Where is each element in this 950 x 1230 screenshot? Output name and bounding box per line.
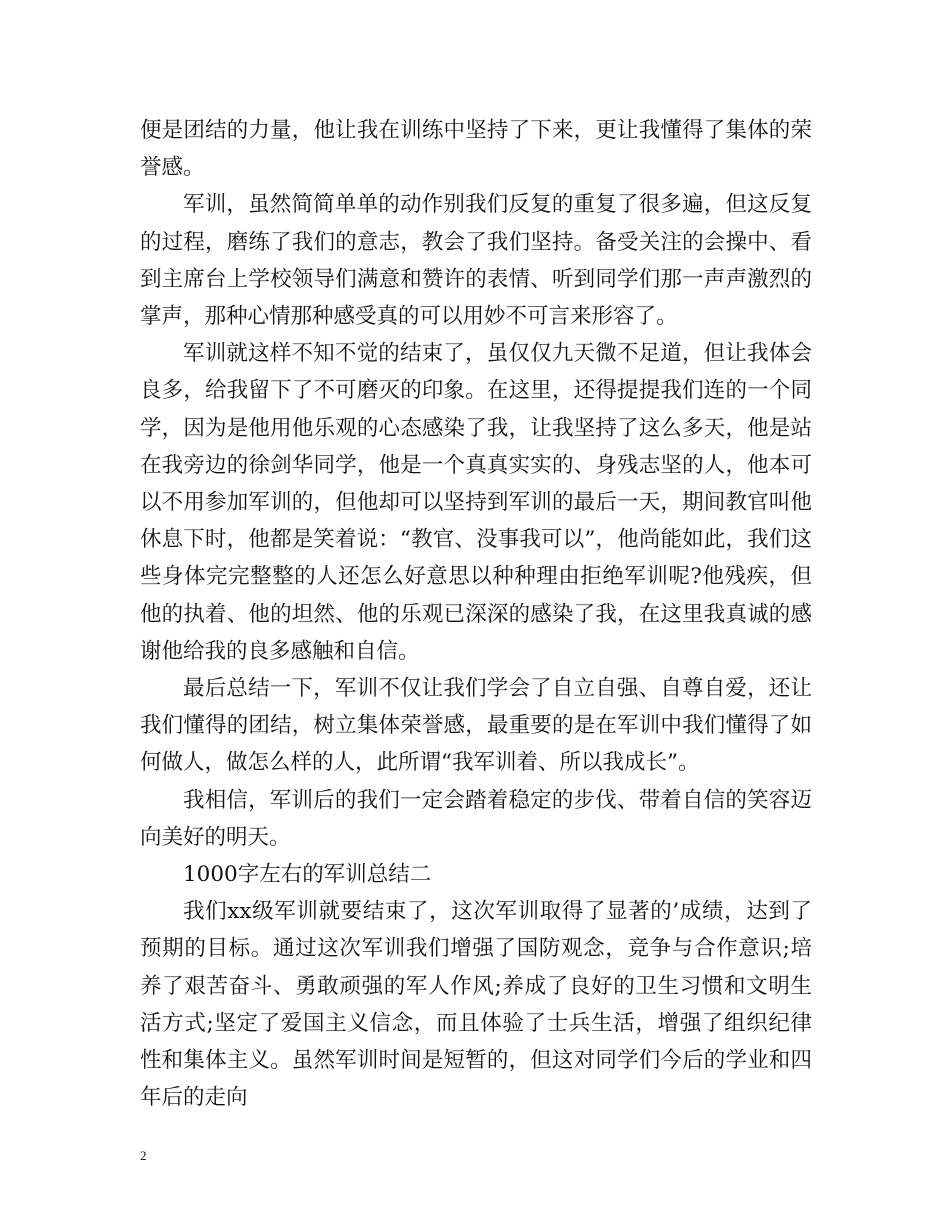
paragraph-military-training-repetition: 军训，虽然简简单单的动作别我们反复的重复了很多遍，但这反复的过程，磨练了我们的意志，教会了我们坚持。备受关注的会操中、看到主席台上学校领导们满意和赞许的表情、听到同学们那一声声激烈的掌声，那种心情那种感受真的可以用妙不可言来形容了。 [140, 192, 812, 330]
document-body [140, 112, 812, 1116]
paragraph-summary: 最后总结一下，军训不仅让我们学会了自立自强、自尊自爱，还让我们懂得的团结，树立集体荣誉感，最重要的是在军训中我们懂得了如何做人，做怎么样的人，此所谓“我军训着、所以我成长”。 [140, 676, 812, 776]
paragraph-continuation: 便是团结的力量，他让我在训练中坚持了下来，更让我懂得了集体的荣誉感。 [140, 118, 812, 181]
section-heading: 1000字左右的军训总结二 [183, 862, 432, 888]
paragraph-second-summary: 我们xx级军训就要结束了，这次军训取得了显著的’成绩，达到了预期的目标。通过这次军训我们增强了国防观念，竞争与合作意识;培养了艰苦奋斗、勇敢顽强的军人作风;养成了良好的卫生习惯和文明生活方式;坚定了爱国主义信念，而且体验了士兵生活，增强了组织纪律性和集体主义。虽然军训时间是短暂的，但这对同学们今后的学业和四年后的走向 [140, 899, 812, 1111]
paragraph-classmate-story: 军训就这样不知不觉的结束了，虽仅仅九天微不足道，但让我体会良多，给我留下了不可磨灭的印象。在这里，还得提提我们连的一个同学，因为是他用他乐观的心态感染了我，让我坚持了这么多天，他是站在我旁边的徐剑华同学，他是一个真真实实的、身残志坚的人，他本可以不用参加军训的，但他却可以坚持到军训的最后一天，期间教官叫他休息下时，他都是笑着说：“教官、没事我可以”，他尚能如此，我们这些身体完完整整的人还怎么好意思以种种理由拒绝军训呢?他残疾，但他的执着、他的坦然、他的乐观已深深的感染了我，在这里我真诚的感谢他给我的良多感触和自信。 [140, 341, 812, 664]
page-number: 2 [140, 1148, 147, 1163]
paragraph-belief: 我相信，军训后的我们一定会踏着稳定的步伐、带着自信的笑容迈向美好的明天。 [140, 787, 812, 850]
